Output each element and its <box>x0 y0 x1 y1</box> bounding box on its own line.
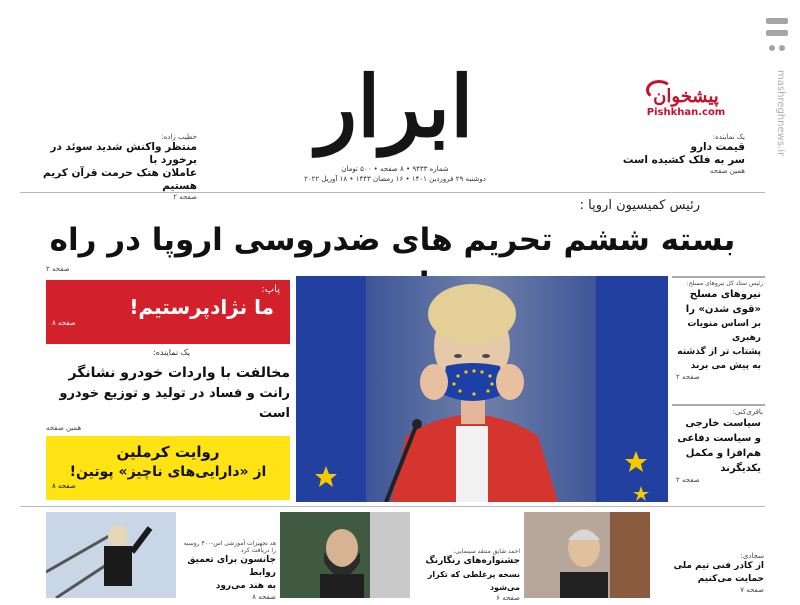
middle-story[interactable]: یک نماینده: مخالفت با واردات خودرو نشانگر رانت و فساد در تولید و توزیع خودرو است همین صفحه <box>46 348 290 432</box>
pishkhan-ring-icon <box>646 80 672 100</box>
watermark-url: mashreghnews.ir <box>775 70 786 157</box>
watermark-logo <box>758 8 796 78</box>
dateline <box>300 164 490 184</box>
bottom-photo-2 <box>280 512 410 598</box>
bottom-story-2[interactable]: احمد شایق منتقد سینمایی: جشنواره‌های رنگارنگ نسخه پرغلطی که تکرار می‌شود صفحه ۶ <box>425 548 520 602</box>
top-right-teaser[interactable]: یک نماینده: قیمت دارو سر به فلک کشیده است همین صفحه <box>622 133 745 175</box>
top-left-teaser[interactable]: خطیب زاده: منتظر واکنش شدید سوئد در برخورد با عاملان هتک حرمت قرآن کریم هستیم صفحه ۲ <box>43 133 197 201</box>
bottom-divider <box>20 506 765 507</box>
issue-number: شماره ۹۴۳۳ • ۸ صفحه • ۵۰۰ تومان <box>341 165 449 173</box>
masthead-divider <box>20 192 765 193</box>
main-photo <box>296 276 668 502</box>
bottom-story-1[interactable]: هد تجهیزات آموزشی اس-۴۰۰ روسیه را دریافت کرد جانسون برای تعمیق روابط به هند می‌رود صفحه ۸ <box>183 540 276 601</box>
right-column-story-1[interactable]: رئیس ستاد کل نیروهای مسلح: نیروهای مسلح «قوی شدن» را بر اساس منویات رهبری پشتاب تر از گذشته به پیش می برند صفحه ۲ <box>672 276 765 402</box>
red-box-story[interactable]: پاپ: ما نژادپرستیم! صفحه ۸ <box>46 280 290 344</box>
bottom-story-3[interactable]: سجادی: از کادر فنی تیم ملی حمایت می‌کنیم صفحه ۷ <box>673 552 764 594</box>
newspaper-logo: ابرار <box>316 57 474 156</box>
main-kicker: رئیس کمیسیون اروپا : <box>579 198 700 213</box>
right-column <box>672 276 765 502</box>
main-headline[interactable]: بسته ششم تحریم های ضدروسی اروپا در راه <box>49 222 736 258</box>
issue-date: دوشنبه ۲۹ فروردین ۱۴۰۱ • ۱۶ رمضان ۱۴۴۳ • ۱۸ آوریل ۲۰۲۲ <box>304 175 486 183</box>
bottom-photo-3 <box>524 512 650 598</box>
bottom-photo-1 <box>46 512 176 598</box>
pishkhan-logo[interactable]: پیشخوان Pishkhan.com <box>640 86 732 136</box>
right-column-story-2[interactable]: باقری‌کنی: سیاست خارجی و سیاست دفاعی هم‌افزا و مکمل یکدیگرند صفحه ۲ <box>672 404 765 502</box>
main-page-ref: صفحه ۲ <box>46 265 70 273</box>
yellow-box-story[interactable]: روایت کرملین از «دارایی‌های ناچیز» پوتین! صفحه ۸ <box>46 436 290 500</box>
